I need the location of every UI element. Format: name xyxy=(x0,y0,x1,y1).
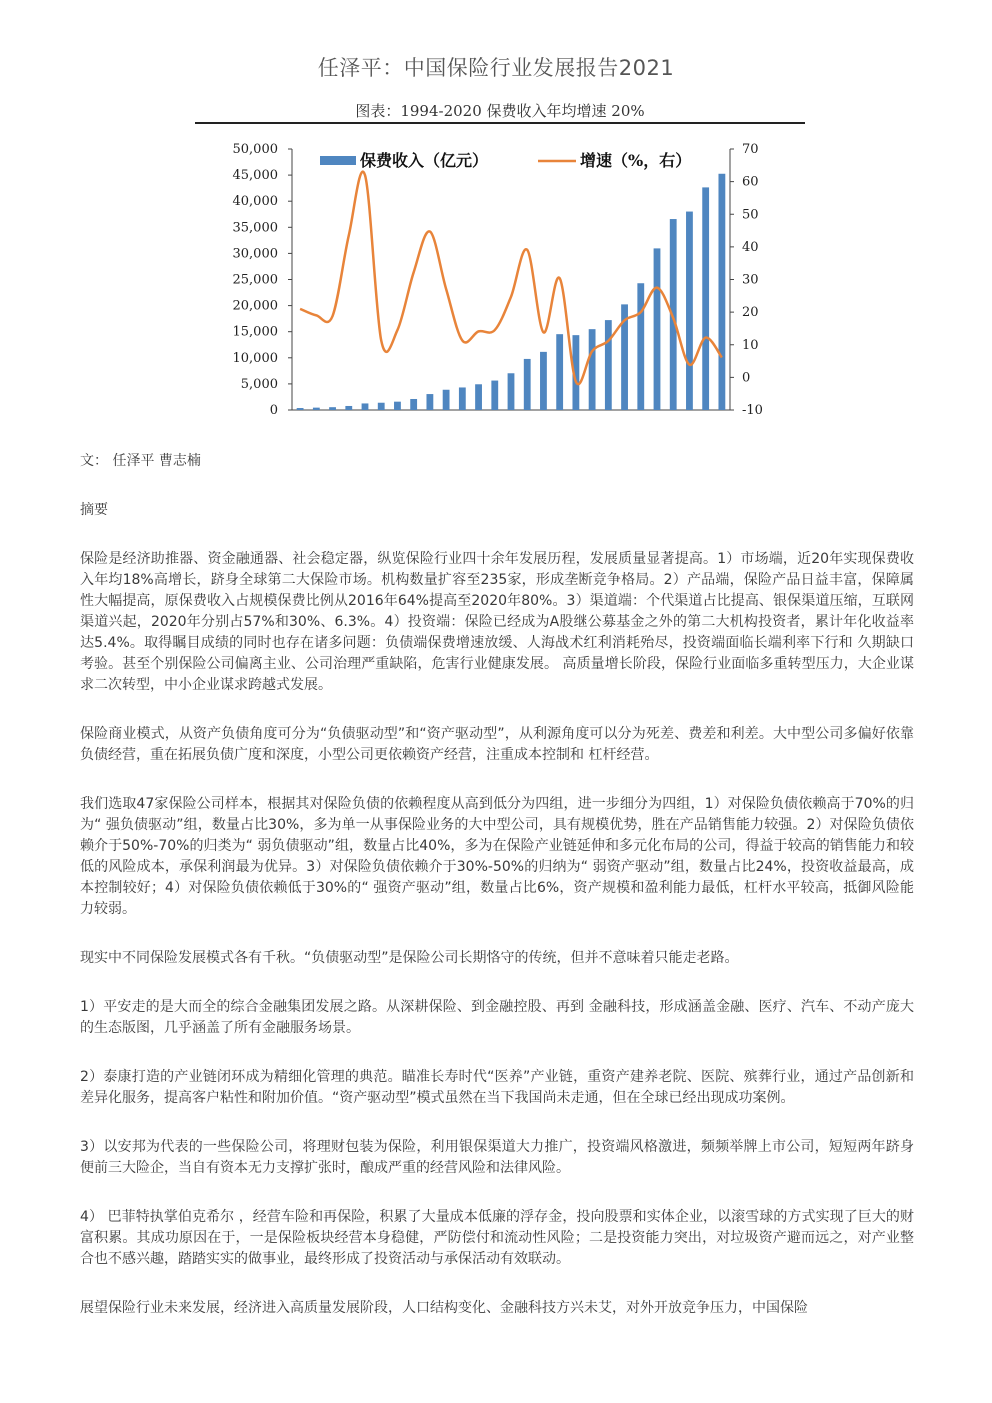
left-tick-label: 45,000 xyxy=(232,168,278,184)
legend-bar-swatch xyxy=(320,156,356,165)
premium-bar-2004 xyxy=(459,387,466,410)
premium-chart-svg xyxy=(220,136,780,426)
premium-chart xyxy=(220,136,780,426)
paragraph-2: 保险商业模式，从资产负债角度可分为“负债驱动型”和“资产驱动型”，从利源角度可以分为死差、费差和利差。大中型公司多偏好依靠负债经营，重在拓展负债广度和深度，小型公司更依赖资产经营，注重成本控制和 杠杆经营。 xyxy=(80,726,914,763)
premium-bar-2015 xyxy=(637,283,644,410)
right-tick-label: 70 xyxy=(742,142,759,157)
paragraph-8: 4） 巴菲特执掌伯克希尔 ，经营车险和再保险，积累了大量成本低廉的浮存金，投向股票和实体企业，以滚雪球的方式实现了巨大的财富积累。其成功原因在于，一是保险板块经营本身稳健，严防偿付和流动性风险；二是投资能力突出，对垃圾资产避而远之，对产业整合也不感兴趣，踏踏实实的做事业，最终形成了投资活动与承保活动有效联动。 xyxy=(80,1209,914,1267)
left-tick-label: 20,000 xyxy=(232,298,278,314)
left-tick-label: 50,000 xyxy=(232,142,278,157)
premium-bar-2001 xyxy=(410,399,417,410)
premium-bar-1995 xyxy=(313,408,320,410)
right-tick-label: 10 xyxy=(742,337,759,353)
paragraph-3: 我们选取47家保险公司样本，根据其对保险负债的依赖程度从高到低分为四组，进一步细分为四组，1）对保险负债依赖高于70%的归为“ 强负债驱动”组，数量占比30%，多为单一从事保险业务的大中型公司，具有规模优势，胜在产品销售能力较强。2）对保险负债依赖介于50%-70%的归类为“ 弱负债驱动”组，数量占比40%，多为在保险产业链延伸和多元化布局的公司，得益于较高的销售能力和较低的风险成本，承保利润最为优异。3）对保险负债依赖介于30%-50%的归纳为“ 弱资产驱动”组，数量占比24%，投资收益最高，成本控制较好；4）对保险负债依赖低于30%的“ 强资产驱动”组，数量占比6%，资产规模和盈利能力最低，杠杆水平较高，抵御风险能力较弱。 xyxy=(80,796,914,917)
left-tick-label: 0 xyxy=(269,403,278,418)
premium-bar-2012 xyxy=(589,329,596,410)
premium-bar-2010 xyxy=(556,334,563,410)
premium-bar-2002 xyxy=(426,394,433,410)
premium-bar-1996 xyxy=(329,407,336,410)
right-tick-label: 60 xyxy=(742,174,759,190)
document-title: 任泽平：中国保险行业发展报告2021 xyxy=(317,56,675,80)
premium-bar-2009 xyxy=(540,352,547,410)
right-tick-label: 50 xyxy=(742,207,759,223)
left-tick-label: 25,000 xyxy=(232,272,278,288)
premium-bar-2018 xyxy=(686,212,693,410)
right-tick-label: 0 xyxy=(742,370,751,386)
premium-bar-1999 xyxy=(378,403,385,410)
right-tick-label: 30 xyxy=(742,272,759,288)
paragraph-6: 2）泰康打造的产业链闭环成为精细化管理的典范。瞄准长寿时代“医养”产业链，重资产建养老院、医院、殡葬行业，通过产品创新和差异化服务，提高客户粘性和附加价值。“资产驱动型”模式虽然在当下我国尚未走通，但在全球已经出现成功案例。 xyxy=(80,1069,914,1106)
premium-bar-2019 xyxy=(702,187,709,410)
premium-bar-2008 xyxy=(524,359,531,410)
right-tick-label: 20 xyxy=(742,305,759,321)
legend-bar-label: 保费收入（亿元） xyxy=(360,151,489,170)
abstract-heading: 摘要 xyxy=(80,502,108,518)
legend-line-label: 增速（%，右） xyxy=(580,151,692,170)
premium-bar-1994 xyxy=(297,408,304,410)
premium-bar-2013 xyxy=(605,320,612,410)
byline: 文： 任泽平 曹志楠 xyxy=(80,453,201,469)
premium-bar-2000 xyxy=(394,402,401,410)
paragraph-7: 3）以安邦为代表的一些保险公司，将理财包装为保险，利用银保渠道大力推广，投资端风格激进，频频举牌上市公司，短短两年跻身便前三大险企，当自有资本无力支撑扩张时，酿成严重的经营风险和法律风险。 xyxy=(80,1139,914,1176)
premium-bar-2016 xyxy=(654,248,661,410)
figure-caption: 图表：1994-2020 保费收入年均增速 20% xyxy=(355,102,645,120)
premium-bar-1997 xyxy=(345,406,352,410)
premium-bar-2003 xyxy=(443,390,450,410)
premium-bar-2007 xyxy=(508,373,515,410)
left-tick-label: 35,000 xyxy=(232,220,278,236)
paragraph-1: 保险是经济助推器、资金融通器、社会稳定器，纵览保险行业四十余年发展历程，发展质量显著提高。1）市场端，近20年实现保费收入年均18%高增长，跻身全球第二大保险市场。机构数量扩容至235家，形成垄断竞争格局。2）产品端，保险产品日益丰富，保障属性大幅提高，原保费收入占规模保费比例从2016年64%提高至2020年80%。3）渠道端：个代渠道占比提高、银保渠道压缩，互联网渠道兴起，2020年分别占57%和30%、6.3%。4）投资端：保险已经成为A股继公募基金之外的第二大机构投资者，累计年化收益率达5.4%。取得瞩目成绩的同时也存在诸多问题：负债端保费增速放缓、人海战术红利消耗殆尽，投资端面临长端利率下行和 久期缺口考验。甚至个别保险公司偏离主业、公司治理严重缺陷，危害行业健康发展。 高质量增长阶段，保险行业面临多重转型压力，大企业谋求二次转型，中小企业谋求跨越式发展。 xyxy=(80,551,914,693)
left-tick-label: 10,000 xyxy=(232,350,278,366)
premium-bar-2005 xyxy=(475,384,482,410)
paragraph-9: 展望保险行业未来发展，经济进入高质量发展阶段，人口结构变化、金融科技方兴未艾，对外开放竞争压力，中国保险 xyxy=(80,1300,808,1316)
left-tick-label: 5,000 xyxy=(240,376,278,392)
right-tick-label: -10 xyxy=(742,403,763,418)
figure-rule xyxy=(195,122,805,124)
paragraph-5: 1）平安走的是大而全的综合金融集团发展之路。从深耕保险、到金融控股、再到 金融科技，形成涵盖金融、医疗、汽车、不动产庞大的生态版图，几乎涵盖了所有金融服务场景。 xyxy=(80,999,914,1036)
premium-bar-2020 xyxy=(718,174,725,410)
premium-bar-1998 xyxy=(362,403,369,410)
left-tick-label: 40,000 xyxy=(232,194,278,210)
left-tick-label: 30,000 xyxy=(232,246,278,262)
premium-bar-2006 xyxy=(491,381,498,410)
paragraph-4: 现实中不同保险发展模式各有千秋。“负债驱动型”是保险公司长期恪守的传统，但并不意味着只能走老路。 xyxy=(80,950,739,966)
article-body xyxy=(80,451,914,1347)
right-tick-label: 40 xyxy=(742,239,759,255)
left-tick-label: 15,000 xyxy=(232,324,278,340)
